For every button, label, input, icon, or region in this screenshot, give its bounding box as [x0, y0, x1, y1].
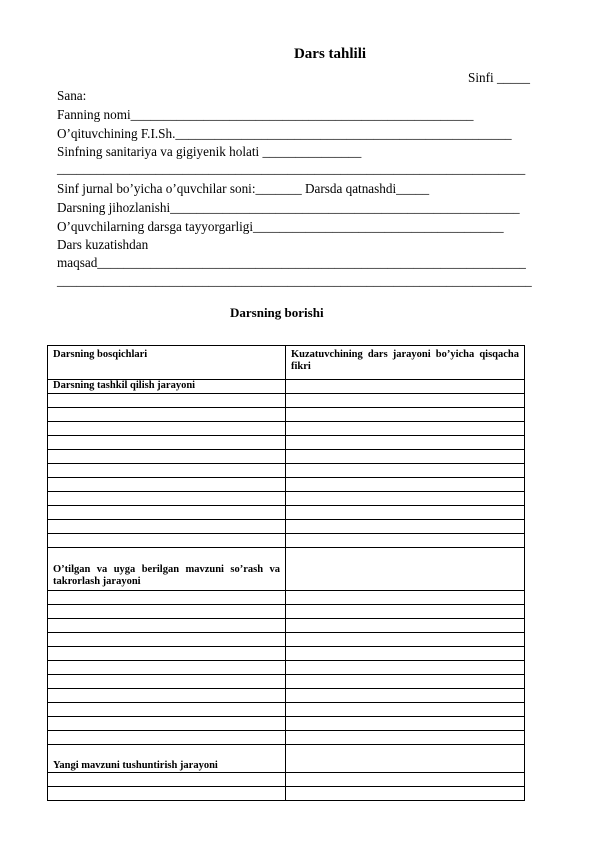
table-cell[interactable] [48, 534, 286, 548]
observation-purpose-label: Dars kuzatishdan [57, 237, 149, 252]
table-row [48, 717, 525, 731]
table-cell[interactable] [286, 787, 525, 801]
table-cell[interactable] [286, 745, 525, 773]
table-cell[interactable] [48, 661, 286, 675]
table-cell[interactable] [286, 478, 525, 492]
table-row [48, 534, 525, 548]
table-row [48, 689, 525, 703]
table-cell[interactable] [286, 633, 525, 647]
section-title: Darsning borishi [230, 305, 324, 320]
table-cell[interactable] [48, 422, 286, 436]
table-cell[interactable] [48, 717, 286, 731]
table-cell[interactable] [48, 591, 286, 605]
table-row [48, 731, 525, 745]
table-row [48, 647, 525, 661]
table-row [48, 506, 525, 520]
table-row [48, 380, 525, 394]
table-row [48, 605, 525, 619]
teacher-name-field: O’qituvchining F.I.Sh.___________________________________________________ [57, 126, 512, 141]
table-row [48, 450, 525, 464]
table-cell[interactable] [286, 492, 525, 506]
table-cell[interactable] [48, 394, 286, 408]
table-row [48, 619, 525, 633]
table-cell[interactable] [48, 450, 286, 464]
table-cell[interactable] [286, 506, 525, 520]
table-cell[interactable] [48, 605, 286, 619]
table-row [48, 478, 525, 492]
purpose-field: maqsad_________________________________________________________________ [57, 255, 526, 270]
table-row [48, 633, 525, 647]
table-cell[interactable] [48, 520, 286, 534]
document-title: Dars tahlili [293, 46, 367, 62]
header-observer-opinion: Kuzatuvchining dars jarayoni bo’yicha qisqacha fikri [286, 346, 525, 380]
table-cell[interactable] [286, 422, 525, 436]
table-cell[interactable] [48, 464, 286, 478]
table-cell[interactable] [286, 394, 525, 408]
table-cell[interactable] [48, 675, 286, 689]
table-row [48, 703, 525, 717]
table-cell[interactable] [286, 773, 525, 787]
readiness-field: O’quvchilarning darsga tayyorgarligi______________________________________ [57, 219, 504, 234]
section-new-topic-label: Yangi mavzuni tushuntirish jarayoni [48, 745, 286, 773]
table-cell[interactable] [286, 689, 525, 703]
table-row [48, 422, 525, 436]
table-cell[interactable] [286, 675, 525, 689]
table-row [48, 675, 525, 689]
table-cell[interactable] [48, 633, 286, 647]
table-cell[interactable] [48, 506, 286, 520]
table-cell[interactable] [286, 436, 525, 450]
lesson-analysis-table [47, 345, 525, 801]
table-header-row [48, 346, 525, 380]
table-row [48, 548, 525, 591]
table-row [48, 787, 525, 801]
table-row [48, 591, 525, 605]
table-cell[interactable] [48, 689, 286, 703]
table-cell[interactable] [286, 464, 525, 478]
table-row [48, 394, 525, 408]
table-cell[interactable] [48, 492, 286, 506]
sanitary-continuation-line: _______________________________________________________________________ [57, 161, 526, 176]
table-cell[interactable] [48, 647, 286, 661]
table-cell[interactable] [48, 478, 286, 492]
section-review-label: O’tilgan va uyga berilgan mavzuni so’rash va takrorlash jarayoni [48, 548, 286, 591]
table-cell[interactable] [286, 520, 525, 534]
class-field: Sinfi _____ [468, 70, 530, 85]
table-cell[interactable] [48, 408, 286, 422]
table-cell[interactable] [286, 661, 525, 675]
table-row [48, 492, 525, 506]
table-cell[interactable] [286, 380, 525, 394]
table-cell[interactable] [286, 647, 525, 661]
table-row [48, 436, 525, 450]
table-row [48, 773, 525, 787]
date-field: Sana: [57, 88, 87, 103]
table-cell[interactable] [286, 731, 525, 745]
table-cell[interactable] [48, 787, 286, 801]
section-organization-label: Darsning tashkil qilish jarayoni [48, 380, 286, 394]
student-count-field: Sinf jurnal bo’yicha o’quvchilar soni:_______ Darsda qatnashdi_____ [57, 181, 430, 196]
table-cell[interactable] [286, 548, 525, 591]
table-cell[interactable] [286, 619, 525, 633]
table-row [48, 520, 525, 534]
table-cell[interactable] [48, 773, 286, 787]
table-cell[interactable] [48, 619, 286, 633]
table-row [48, 661, 525, 675]
table-cell[interactable] [286, 605, 525, 619]
table-cell[interactable] [48, 436, 286, 450]
sanitary-field: Sinfning sanitariya va gigiyenik holati _______________ [57, 144, 362, 159]
table-row [48, 408, 525, 422]
table-cell[interactable] [286, 717, 525, 731]
table-cell[interactable] [286, 450, 525, 464]
table-cell[interactable] [286, 534, 525, 548]
header-stages: Darsning bosqichlari [48, 346, 286, 380]
purpose-continuation-line: ________________________________________________________________________ [57, 273, 532, 288]
subject-field: Fanning nomi____________________________________________________ [57, 107, 474, 122]
table-row [48, 745, 525, 773]
table-cell[interactable] [286, 408, 525, 422]
table-cell[interactable] [48, 731, 286, 745]
table-cell[interactable] [286, 591, 525, 605]
table-cell[interactable] [286, 703, 525, 717]
equipment-field: Darsning jihozlanishi_____________________________________________________ [57, 200, 520, 215]
table-row [48, 464, 525, 478]
table-cell[interactable] [48, 703, 286, 717]
